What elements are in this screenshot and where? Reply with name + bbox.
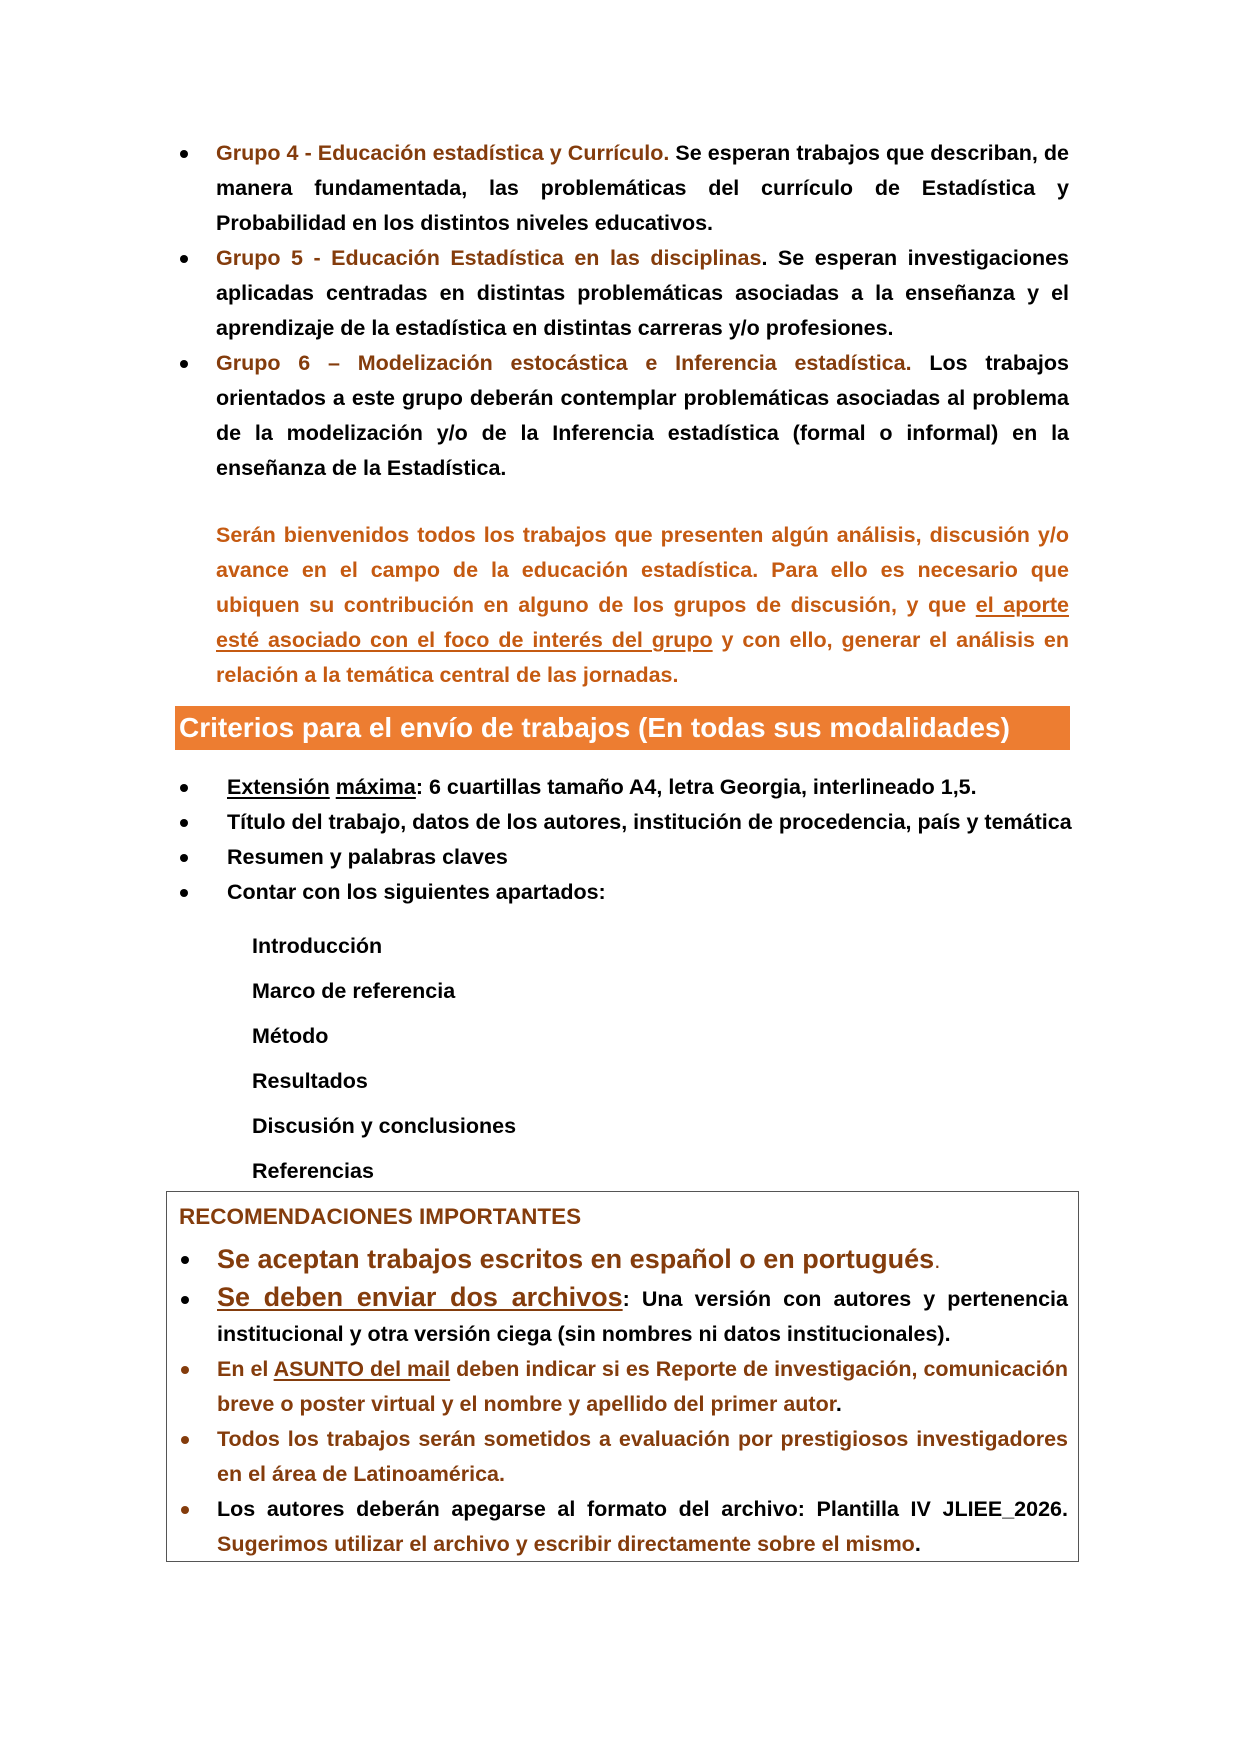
- maxima-label: máxima: [335, 775, 416, 799]
- criteria-list: [178, 770, 1078, 910]
- bullet-icon: [181, 1506, 189, 1514]
- bullet-icon: [180, 854, 188, 862]
- criteria-text: Título del trabajo, datos de los autores, institución de procedencia, país y temática: [227, 810, 1072, 834]
- recommendation-text: Los autores deberán apegarse al formato del archivo: Plantilla IV JLIEE_2026.: [217, 1497, 1068, 1521]
- recommendation-text: Sugerimos utilizar el archivo y escribir directamente sobre el mismo: [217, 1532, 915, 1556]
- recommendation-period: .: [914, 1532, 921, 1556]
- section-item: Introducción: [252, 934, 383, 958]
- extension-label: Extensión: [227, 775, 330, 799]
- recommendation-text: Todos los trabajos serán sometidos a evaluación por prestigiosos investigadores en el área de Latinoamérica.: [217, 1427, 1068, 1486]
- recommendation-underlined: Se deben enviar dos archivos: [217, 1282, 623, 1312]
- welcome-text: Serán bienvenidos todos los trabajos que presenten algún análisis, discusión y/o avance en el campo de la educación estadística. Para ello es necesario que ubiquen su contribución en alguno de los grupos de discusión, y que: [216, 523, 1069, 617]
- recommendation-text: deben indicar si es Reporte de investigación, comunicación breve o poster virtual y el nombre y apellido del primer autor: [217, 1357, 1068, 1416]
- bullet-icon: [181, 1256, 189, 1264]
- bullet-icon: [181, 1296, 189, 1304]
- section-header: Criterios para el envío de trabajos (En todas sus modalidades): [175, 706, 1070, 750]
- recommendation-period: .: [934, 1248, 941, 1273]
- bullet-icon: [180, 255, 188, 263]
- recommendation-text: Se aceptan trabajos escritos en español o en portugués: [217, 1244, 935, 1274]
- criteria-item: [178, 805, 1078, 840]
- section-item: Discusión y conclusiones: [252, 1114, 517, 1138]
- group-title: Grupo 4 - Educación estadística y Currículo.: [216, 141, 670, 165]
- recommendations-list: [179, 1240, 1068, 1562]
- recommendations-title: RECOMENDACIONES IMPORTANTES: [179, 1204, 582, 1229]
- recommendation-text: : Una versión con autores y pertenencia institucional y otra versión ciega (sin nombres ni datos institucionales).: [217, 1287, 1068, 1346]
- welcome-paragraph: [216, 518, 1069, 693]
- criteria-text: Contar con los siguientes apartados:: [227, 880, 606, 904]
- bullet-icon: [181, 1366, 189, 1374]
- discussion-groups-list: [178, 136, 1069, 486]
- recommendation-period: .: [835, 1392, 842, 1416]
- recommendation-item: [179, 1422, 1068, 1492]
- bullet-icon: [180, 150, 188, 158]
- group-description: Los trabajos orientados a este grupo deberán contemplar problemáticas asociadas al problema de la modelización y/o de la Inferencia estadística (formal o informal) en la enseñanza de la Estadística.: [216, 351, 1069, 480]
- section-item: Método: [252, 1024, 329, 1048]
- group-description: Se esperan trabajos que describan, de manera fundamentada, las problemáticas del currículo de Estadística y Probabilidad en los distintos niveles educativos.: [216, 141, 1070, 235]
- recommendation-underlined: ASUNTO del mail: [273, 1357, 451, 1381]
- criteria-text: Resumen y palabras claves: [227, 845, 508, 869]
- bullet-icon: [180, 784, 188, 792]
- group-title: Grupo 6 – Modelización estocástica e Inferencia estadística.: [216, 351, 912, 375]
- bullet-icon: [181, 1436, 189, 1444]
- required-sections-list: [252, 924, 516, 1194]
- criteria-item: [178, 875, 1078, 910]
- section-item: Marco de referencia: [252, 979, 456, 1003]
- bullet-icon: [180, 889, 188, 897]
- criteria-item: [178, 770, 1078, 805]
- extension-value: : 6 cuartillas tamaño A4, letra Georgia, interlineado 1,5.: [415, 775, 977, 799]
- group-item: [178, 136, 1069, 241]
- recommendations-box: [166, 1191, 1079, 1562]
- welcome-underlined: el aporte esté asociado con el foco de interés del grupo: [216, 593, 1069, 652]
- recommendation-text: En el: [217, 1357, 274, 1381]
- recommendation-item: [179, 1240, 1068, 1280]
- section-item: Referencias: [252, 1159, 374, 1183]
- section-item: Resultados: [252, 1069, 368, 1093]
- group-title: Grupo 5 - Educación Estadística en las disciplinas: [216, 246, 762, 270]
- recommendation-item: [179, 1352, 1068, 1422]
- group-item: [178, 346, 1069, 486]
- group-description: . Se esperan investigaciones aplicadas centradas en distintas problemáticas asociadas a la enseñanza y el aprendizaje de la estadística en distintas carreras y/o profesiones.: [216, 246, 1069, 340]
- criteria-item: [178, 840, 1078, 875]
- bullet-icon: [180, 819, 188, 827]
- group-item: [178, 241, 1069, 346]
- recommendation-item: [179, 1492, 1068, 1562]
- welcome-text-end: y con ello, generar el análisis en relación a la temática central de las jornadas.: [216, 628, 1069, 687]
- recommendation-item: [179, 1280, 1068, 1352]
- bullet-icon: [180, 360, 188, 368]
